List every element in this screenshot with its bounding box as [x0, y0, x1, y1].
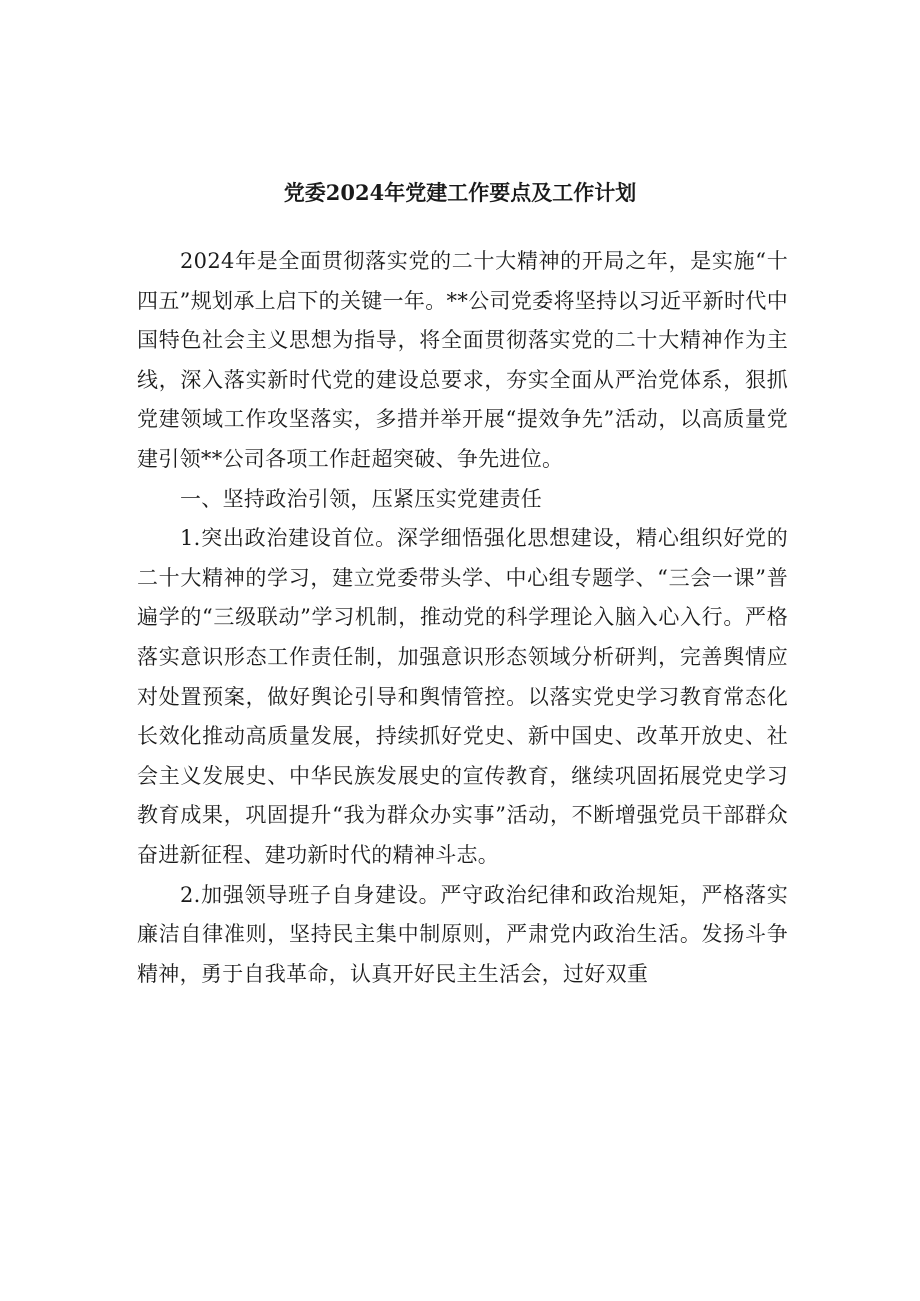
document-body [137, 242, 788, 994]
intro-paragraph: 2024年是全面贯彻落实党的二十大精神的开局之年，是实施“十四五”规划承上启下的关键一年。**公司党委将坚持以习近平新时代中国特色社会主义思想为指导，将全面贯彻落实党的二十大精神作为主线，深入落实新时代党的建设总要求，夯实全面从严治党体系，狠抓党建领域工作攻坚落实，多措并举开展“提效争先”活动，以高质量党建引领**公司各项工作赶超突破、争先进位。 [137, 249, 788, 471]
item-paragraph-1: 1.突出政治建设首位。深学细悟强化思想建设，精心组织好党的二十大精神的学习，建立党委带头学、中心组专题学、“三会一课”普遍学的“三级联动”学习机制，推动党的科学理论入脑入心入行。严格落实意识形态工作责任制，加强意识形态领域分析研判，完善舆情应对处置预案，做好舆论引导和舆情管控。以落实党史学习教育常态化长效化推动高质量发展，持续抓好党史、新中国史、改革开放史、社会主义发展史、中华民族发展史的宣传教育，继续巩固拓展党史学习教育成果，巩固提升“我为群众办实事”活动，不断增强党员干部群众奋进新征程、建功新时代的精神斗志。 [137, 526, 788, 867]
section-heading-1: 一、坚持政治引领，压紧压实党建责任 [180, 486, 543, 511]
item-paragraph-2: 2.加强领导班子自身建设。严守政治纪律和政治规矩，严格落实廉洁自律准则，坚持民主集中制原则，严肃党内政治生活。发扬斗争精神，勇于自我革命，认真开好民主生活会，过好双重 [137, 882, 788, 986]
document-title: 党委2024年党建工作要点及工作计划 [283, 180, 637, 205]
